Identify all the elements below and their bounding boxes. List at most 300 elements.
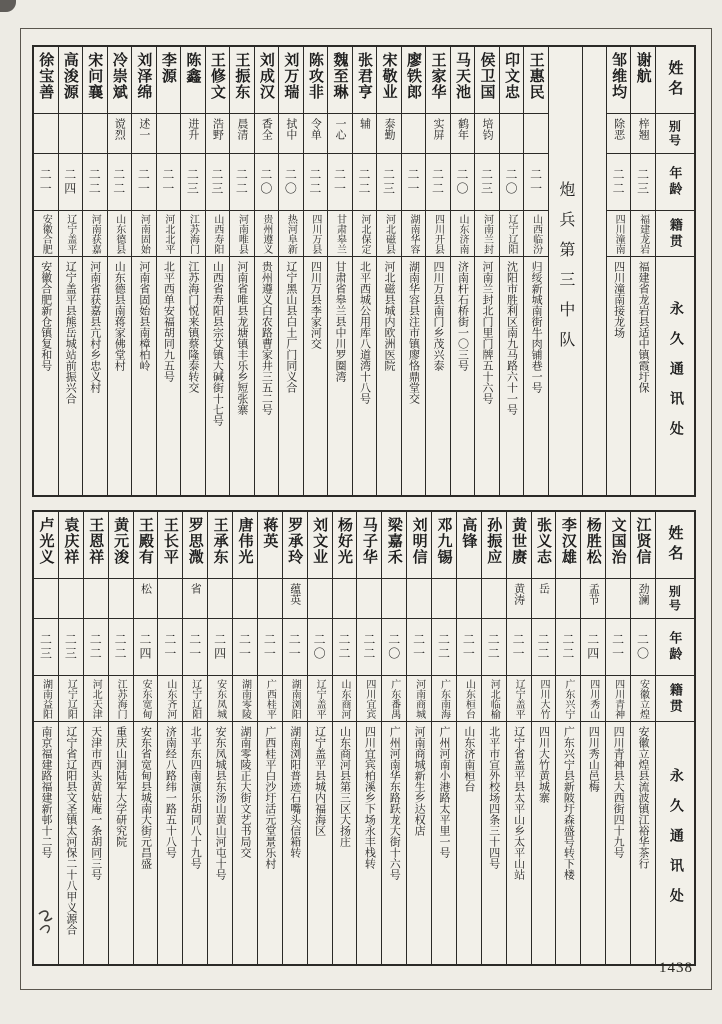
native-place-cell-text: 辽宁辽阳 (189, 679, 201, 719)
alias-cell-text: 述一 (137, 118, 150, 140)
native-place-cell-text: 四川宜宾 (363, 679, 375, 719)
alias-cell-text: 令单 (309, 118, 322, 140)
native-place-cell-text: 辽宁辽阳 (506, 214, 518, 254)
alias-cell-text: 除恶 (612, 118, 625, 140)
name-cell-text: 马子华 (360, 517, 377, 565)
native-place-cell-text: 安东凤城 (214, 679, 226, 719)
header-native (656, 210, 694, 256)
native-place-cell-text: 河北天津 (90, 679, 102, 719)
name-cell-text: 王惠民 (527, 52, 544, 100)
header-address (656, 721, 694, 964)
person-column (327, 47, 352, 495)
header-alias (656, 113, 694, 153)
age-cell (631, 618, 655, 675)
age-cell-text: 二一 (411, 633, 426, 661)
address-cell (333, 721, 357, 964)
age-cell-text: 二三 (209, 168, 224, 196)
native-place-cell (532, 675, 556, 721)
address-cell-text: 北平市宣外校场四条三十四号 (487, 726, 500, 869)
person-column (107, 47, 132, 495)
alias-cell-text: 晨清 (235, 118, 248, 140)
age-cell (158, 618, 182, 675)
name-cell (108, 47, 132, 113)
name-cell (377, 47, 401, 113)
name-cell-text: 高锋 (460, 517, 477, 549)
header-native (656, 675, 694, 721)
address-cell-text: 广东兴宁县新陂圩森盛号转下楼 (562, 726, 575, 880)
native-place-cell-text: 湖南益阳 (40, 679, 52, 719)
native-place-cell (507, 675, 531, 721)
person-column (303, 47, 328, 495)
native-place-cell-text: 广西桂平 (264, 679, 276, 719)
native-place-cell (83, 210, 107, 256)
native-place-cell (208, 675, 232, 721)
person-column (182, 512, 207, 964)
native-place-cell (206, 210, 230, 256)
age-cell-text: 二三 (479, 168, 494, 196)
header-age (656, 618, 694, 675)
age-cell-text: 二四 (62, 168, 77, 196)
native-place-cell (357, 675, 381, 721)
name-cell-text: 王修文 (208, 52, 225, 100)
native-place-cell-text: 河北北平 (162, 214, 174, 254)
address-cell-text: 广州河南华东路跃龙大街十六号 (388, 726, 401, 880)
native-place-cell-text: 辽宁盖平 (513, 679, 525, 719)
age-cell-text: 二〇 (635, 633, 650, 661)
native-place-cell-text: 山西临汾 (530, 214, 542, 254)
name-cell (631, 512, 655, 578)
native-place-cell-text: 山东德县 (113, 214, 125, 254)
person-column (456, 512, 481, 964)
alias-cell (283, 578, 307, 618)
native-place-cell (524, 210, 548, 256)
person-column (58, 47, 83, 495)
name-cell (258, 512, 282, 578)
name-cell (451, 47, 475, 113)
name-cell (357, 512, 381, 578)
header-column (655, 47, 694, 495)
native-place-cell-text: 辽宁盖平 (314, 679, 326, 719)
alias-cell (109, 578, 133, 618)
native-place-cell-text: 山西寿阳 (211, 214, 223, 254)
age-cell (581, 618, 605, 675)
name-cell-text: 魏至琳 (331, 52, 348, 100)
age-cell (333, 618, 357, 675)
name-cell-text: 杨胜松 (584, 517, 601, 565)
address-cell-text: 济南杆石桥街一〇三号 (456, 261, 469, 371)
address-cell-text: 辽宁黑山县白土厂门同义合 (284, 261, 297, 393)
native-place-cell (34, 675, 58, 721)
person-column (82, 47, 107, 495)
alias-cell-text: 浩野 (211, 118, 224, 140)
header-name (656, 512, 694, 578)
address-cell (283, 721, 307, 964)
name-cell (606, 512, 630, 578)
person-column (232, 512, 257, 964)
native-place-cell-text: 贵州遵义 (260, 214, 272, 254)
alias-cell-text: 黄涛 (512, 583, 525, 605)
page-frame (20, 28, 712, 990)
native-place-cell-text: 江苏海门 (187, 214, 199, 254)
native-place-cell-text: 江苏海门 (115, 679, 127, 719)
alias-cell (377, 113, 401, 153)
native-place-cell (457, 675, 481, 721)
alias-cell (328, 113, 352, 153)
alias-cell (382, 578, 406, 618)
name-cell (482, 512, 506, 578)
name-cell-text: 刘文业 (311, 517, 328, 565)
age-cell (34, 618, 58, 675)
age-cell (556, 618, 580, 675)
person-column (431, 512, 456, 964)
alias-cell (482, 578, 506, 618)
person-column (425, 47, 450, 495)
address-cell (631, 721, 655, 964)
name-cell-text: 宋问襄 (86, 52, 103, 100)
address-cell-text: 河南省唯县龙塘镇丰乐乡短张寨 (235, 261, 248, 415)
name-cell-text: 罗承玲 (286, 517, 303, 565)
address-cell (132, 256, 156, 495)
header-age (656, 153, 694, 210)
age-cell-text: 二三 (38, 633, 53, 661)
age-cell (432, 618, 456, 675)
age-cell-text: 二一 (160, 168, 175, 196)
address-cell (402, 256, 426, 495)
name-cell-text: 王长平 (161, 517, 178, 565)
native-place-cell (353, 210, 377, 256)
native-place-cell-text: 河南固始 (138, 214, 150, 254)
name-cell (304, 47, 328, 113)
address-cell-text: 江苏海门悦来镇蔡隆泰转交 (186, 261, 199, 393)
age-cell (402, 153, 426, 210)
name-cell (181, 47, 205, 113)
native-place-cell-text: 热河阜新 (285, 214, 297, 254)
name-cell-text: 刘明信 (410, 517, 427, 565)
address-cell (84, 721, 108, 964)
name-cell-text: 江贤信 (634, 517, 651, 565)
section-title-text: 炮兵第三中队 (556, 181, 574, 361)
name-cell-text: 张义志 (534, 517, 551, 565)
alias-cell (457, 578, 481, 618)
address-cell-text: 南京福建路福建新邨十二号 (39, 726, 52, 858)
header-column (655, 512, 694, 964)
name-cell-text: 杨好光 (335, 517, 352, 565)
native-place-cell-text: 四川秀山 (587, 679, 599, 719)
name-cell-text: 王承东 (211, 517, 228, 565)
section-title-column (548, 47, 582, 495)
native-place-cell (475, 210, 499, 256)
address-cell (157, 256, 181, 495)
native-place-cell-text: 辽宁盖平 (64, 214, 76, 254)
native-place-cell-text: 河南商城 (413, 679, 425, 719)
address-cell (255, 256, 279, 495)
age-cell-text: 二一 (262, 633, 277, 661)
person-column (278, 47, 303, 495)
native-place-cell-text: 四川潼南 (613, 214, 625, 254)
native-place-cell-text: 山东桓台 (463, 679, 475, 719)
alias-cell (581, 578, 605, 618)
person-column (34, 512, 58, 964)
age-cell-text: 二三 (63, 633, 78, 661)
address-cell-text: 广州河南小港路太平里一号 (437, 726, 450, 858)
person-column (229, 47, 254, 495)
name-cell-text: 廖铁郎 (404, 52, 421, 100)
age-cell (607, 153, 631, 210)
native-place-cell-text: 安徽合肥 (40, 214, 52, 254)
age-cell-text: 二二 (436, 633, 451, 661)
alias-cell-text: 鹤年 (456, 118, 469, 140)
native-place-cell-text: 河北临榆 (488, 679, 500, 719)
person-column (34, 47, 58, 495)
alias-cell (607, 113, 631, 153)
address-cell-text: 山西省寿阳县宗艾镇大碱街十七号 (211, 261, 224, 426)
name-cell-text: 冷崇斌 (110, 52, 127, 100)
name-cell (402, 47, 426, 113)
name-cell (34, 512, 58, 578)
person-column (257, 512, 282, 964)
header-age-text: 年龄 (667, 631, 683, 663)
age-cell (279, 153, 303, 210)
scan-artifact (0, 0, 16, 12)
address-cell (451, 256, 475, 495)
person-column (133, 512, 158, 964)
person-column (356, 512, 381, 964)
address-cell (631, 256, 655, 495)
alias-cell-text: 进升 (186, 118, 199, 140)
age-cell-text: 二一 (237, 633, 252, 661)
alias-cell (333, 578, 357, 618)
age-cell (507, 618, 531, 675)
alias-cell (132, 113, 156, 153)
address-cell (532, 721, 556, 964)
address-cell (328, 256, 352, 495)
age-cell (328, 153, 352, 210)
alias-cell (233, 578, 257, 618)
native-place-cell (181, 210, 205, 256)
name-cell-text: 陈攻非 (306, 52, 323, 100)
address-cell (233, 721, 257, 964)
address-cell-text: 湖南浏阳普迹石嘴头信箱转 (288, 726, 301, 858)
header-alias-text: 别号 (667, 584, 682, 613)
person-column (332, 512, 357, 964)
address-cell-text: 归绥新城南街牛肉铺巷一号 (530, 261, 543, 393)
person-column (205, 47, 230, 495)
age-cell-text: 二二 (486, 633, 501, 661)
native-place-cell-text: 广东兴宁 (562, 679, 574, 719)
alias-cell (475, 113, 499, 153)
native-place-cell (158, 675, 182, 721)
age-cell-text: 二二 (307, 168, 322, 196)
native-place-cell (304, 210, 328, 256)
alias-cell-text: 劲澜 (636, 583, 649, 605)
alias-cell (84, 578, 108, 618)
age-cell (59, 618, 83, 675)
person-column (481, 512, 506, 964)
address-cell (181, 256, 205, 495)
age-cell-text: 二二 (88, 633, 103, 661)
age-cell (181, 153, 205, 210)
address-cell-text: 河南省获嘉县亢村乡忠义村 (88, 261, 101, 393)
person-column (156, 47, 181, 495)
native-place-cell (34, 210, 58, 256)
name-cell-text: 印文忠 (503, 52, 520, 100)
native-place-cell (109, 675, 133, 721)
age-cell-text: 二二 (535, 633, 550, 661)
person-column (506, 512, 531, 964)
address-cell (607, 256, 631, 495)
age-cell-text: 二二 (560, 633, 575, 661)
native-place-cell (607, 210, 631, 256)
header-address-text: 永久通讯处 (667, 768, 683, 918)
name-cell (109, 512, 133, 578)
age-cell (382, 618, 406, 675)
address-cell (475, 256, 499, 495)
header-native-text: 籍贯 (667, 217, 683, 250)
address-cell-text: 沈阳市胜利区南九马路六十一号 (505, 261, 518, 415)
person-column (108, 512, 133, 964)
alias-cell (606, 578, 630, 618)
name-cell (233, 512, 257, 578)
address-cell (183, 721, 207, 964)
native-place-cell (402, 210, 426, 256)
age-cell (183, 618, 207, 675)
header-alias-text: 别号 (667, 119, 682, 148)
alias-cell (230, 113, 254, 153)
address-cell-text: 湖南零陵正大街文艺书局交 (238, 726, 251, 858)
address-cell-text: 河北磁县城内欧洲医院 (382, 261, 395, 371)
age-cell (233, 618, 257, 675)
alias-cell (158, 578, 182, 618)
alias-cell (59, 113, 83, 153)
native-place-cell-text: 广东南海 (438, 679, 450, 719)
address-cell-text: 辽宁盖平县熊岳城站前振兴合 (64, 261, 77, 404)
address-cell-text: 北平西单安福胡同九五号 (162, 261, 175, 382)
name-cell-text: 刘泽绵 (135, 52, 152, 100)
alias-cell (157, 113, 181, 153)
name-cell (333, 512, 357, 578)
age-cell (524, 153, 548, 210)
native-place-cell (631, 210, 655, 256)
handwritten-mark (36, 906, 56, 936)
name-cell (183, 512, 207, 578)
name-cell (407, 512, 431, 578)
name-cell (283, 512, 307, 578)
address-cell (524, 256, 548, 495)
native-place-cell-text: 山东商河 (338, 679, 350, 719)
address-cell (134, 721, 158, 964)
header-native-text: 籍贯 (667, 682, 683, 715)
age-cell-text: 二一 (287, 633, 302, 661)
native-place-cell (482, 675, 506, 721)
address-cell-text: 四川大竹黄城寨 (537, 726, 550, 803)
address-cell-text: 山东德县南蒋家佛堂村 (113, 261, 126, 371)
name-cell (132, 47, 156, 113)
name-cell (328, 47, 352, 113)
address-cell (353, 256, 377, 495)
alias-cell-text: 泰勤 (382, 118, 395, 140)
header-age-text: 年龄 (667, 166, 683, 198)
address-cell-text: 北平东四南演乐胡同八十九号 (189, 726, 202, 869)
address-cell-text: 四川秀山邑梅 (587, 726, 600, 792)
name-cell (353, 47, 377, 113)
address-cell (158, 721, 182, 964)
alias-cell-text: 实屏 (432, 118, 444, 140)
name-cell (308, 512, 332, 578)
alias-cell (432, 578, 456, 618)
native-place-cell-text: 四川开县 (432, 214, 444, 254)
name-cell (206, 47, 230, 113)
age-cell (208, 618, 232, 675)
address-cell-text: 河南省固始县南樟柏岭 (137, 261, 150, 371)
age-cell-text: 二四 (585, 633, 600, 661)
native-place-cell-text: 广东番禺 (388, 679, 400, 719)
name-cell-text: 卢光义 (37, 517, 54, 565)
person-column (406, 512, 431, 964)
person-column (555, 512, 580, 964)
native-place-cell (183, 675, 207, 721)
address-cell-text: 安徽合肥新仓镇复和号 (39, 261, 52, 371)
age-cell (59, 153, 83, 210)
address-cell-text: 安东省宽甸县城南大街元昌盛 (139, 726, 152, 869)
native-place-cell-text: 湖南浏阳 (289, 679, 301, 719)
age-cell (258, 618, 282, 675)
name-cell-text: 唐伟光 (236, 517, 253, 565)
person-column (401, 47, 426, 495)
address-cell (407, 721, 431, 964)
native-place-cell (283, 675, 307, 721)
name-cell-text: 袁庆祥 (62, 517, 79, 565)
name-cell-text: 王恩祥 (87, 517, 104, 565)
native-place-cell (308, 675, 332, 721)
address-cell (382, 721, 406, 964)
name-cell (158, 512, 182, 578)
native-place-cell (377, 210, 401, 256)
age-cell (304, 153, 328, 210)
age-cell-text: 二一 (405, 168, 420, 196)
age-cell-text: 二一 (332, 168, 347, 196)
empty-column (582, 47, 606, 495)
age-cell-text: 二〇 (386, 633, 401, 661)
name-cell-text: 黄世赓 (510, 517, 527, 565)
address-cell-text: 四川青神县大西街四十九号 (612, 726, 625, 858)
alias-cell-text: 香全 (260, 118, 273, 140)
native-place-cell-text: 河南获嘉 (89, 214, 101, 254)
native-place-cell (258, 675, 282, 721)
name-cell-text: 王殿有 (136, 517, 153, 565)
name-cell (134, 512, 158, 578)
alias-cell (407, 578, 431, 618)
age-cell (308, 618, 332, 675)
name-cell-text: 邹维均 (610, 52, 627, 100)
age-cell (83, 153, 107, 210)
address-cell (34, 721, 58, 964)
address-cell (581, 721, 605, 964)
address-cell (357, 721, 381, 964)
age-cell-text: 二一 (136, 168, 151, 196)
age-cell (84, 618, 108, 675)
name-cell-text: 王家华 (429, 52, 446, 100)
name-cell (382, 512, 406, 578)
alias-cell (353, 113, 377, 153)
address-cell-text: 辽宁盖平县城内福海区 (313, 726, 326, 836)
name-cell (230, 47, 254, 113)
person-column (474, 47, 499, 495)
name-cell-text: 马天池 (454, 52, 471, 100)
age-cell (631, 153, 655, 210)
address-cell (59, 721, 83, 964)
name-cell-text: 刘成汉 (257, 52, 274, 100)
person-column (307, 512, 332, 964)
